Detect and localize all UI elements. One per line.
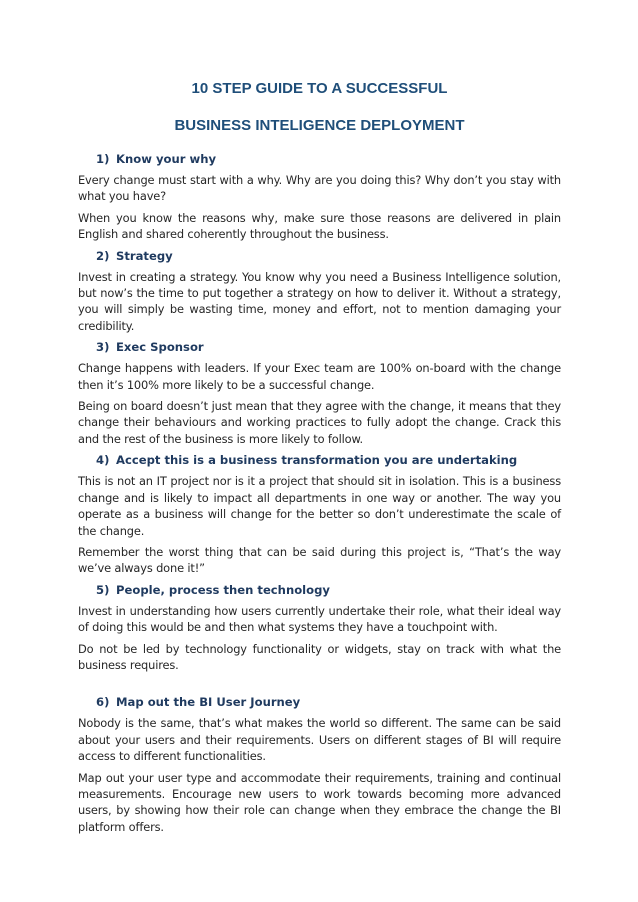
section-number: 2) (96, 248, 110, 263)
section-5 (78, 582, 561, 674)
section-2 (78, 248, 561, 335)
section-heading (78, 452, 561, 468)
section-paragraph: When you know the reasons why, make sure those reasons are delivered in plain English and shared coherently throughout the business. (78, 210, 561, 242)
section-4 (78, 452, 561, 576)
section-title: Know your why (116, 152, 217, 166)
section-heading (78, 339, 561, 355)
section-heading (78, 694, 561, 710)
section-paragraph: Map out your user type and accommodate their requirements, training and continual measurements. Encourage new users to work towards becoming more advanced users, by showing how their role can change when they embrace the change the BI platform offers. (78, 770, 561, 834)
section-title: People, process then technology (116, 582, 330, 597)
section-number: 4) (96, 453, 110, 468)
section-number: 1) (96, 152, 110, 166)
document-title-line-2: BUSINESS INTELIGENCE DEPLOYMENT (174, 117, 465, 134)
section-paragraph: Do not be led by technology functionality or widgets, stay on track with what the business requires. (78, 641, 561, 672)
section-number: 5) (96, 582, 110, 597)
section-title: Strategy (116, 248, 173, 263)
section-paragraph: This is not an IT project nor is it a project that should sit in isolation. This is a business change and is likely to impact all departments in one way or another. The way you operate as a business will change for the better so don’t underestimate the scale of the change. (78, 474, 561, 538)
document-body (78, 78, 561, 835)
section-paragraph: Invest in creating a strategy. You know why you need a Business Intelligence solution, but now’s the time to put together a strategy on how to deliver it. Without a strategy, you will simply be wasting time, money and effort, not to mention damaging your credibility. (78, 269, 561, 333)
section-6 (78, 694, 561, 835)
section-paragraph: Nobody is the same, that’s what makes the world so different. The same can be said about your users and their requirements. Users on different stages of BI will require access to different functionalities. (78, 716, 561, 764)
section-paragraph: Remember the worst thing that can be said during this project is, “That’s the way we’ve always done it!” (78, 544, 561, 576)
section-paragraph: Every change must start with a why. Why are you doing this? Why don’t you stay with what you have? (78, 173, 561, 204)
section-title: Exec Sponsor (116, 340, 204, 355)
section-3 (78, 339, 561, 447)
section-paragraph: Change happens with leaders. If your Exec team are 100% on-board with the change then it’s 100% more likely to be a successful change. (78, 361, 561, 392)
section-title: Map out the BI User Journey (116, 695, 301, 710)
section-number: 6) (96, 695, 110, 710)
section-number: 3) (96, 340, 110, 355)
section-paragraph: Being on board doesn’t just mean that they agree with the change, it means that they change their behaviours and working practices to fully adopt the change. Crack this and the rest of the business is more likely to follow. (78, 399, 561, 446)
section-paragraph: Invest in understanding how users currently undertake their role, what their ideal way of doing this would be and then what systems they have a touchpoint with. (78, 603, 561, 635)
section-heading (78, 151, 561, 167)
section-heading (78, 248, 561, 264)
section-heading (78, 582, 561, 598)
section-1 (78, 151, 561, 243)
section-title: Accept this is a business transformation you are undertaking (116, 453, 518, 468)
document-title-line-1: 10 STEP GUIDE TO A SUCCESSFUL (191, 80, 448, 97)
